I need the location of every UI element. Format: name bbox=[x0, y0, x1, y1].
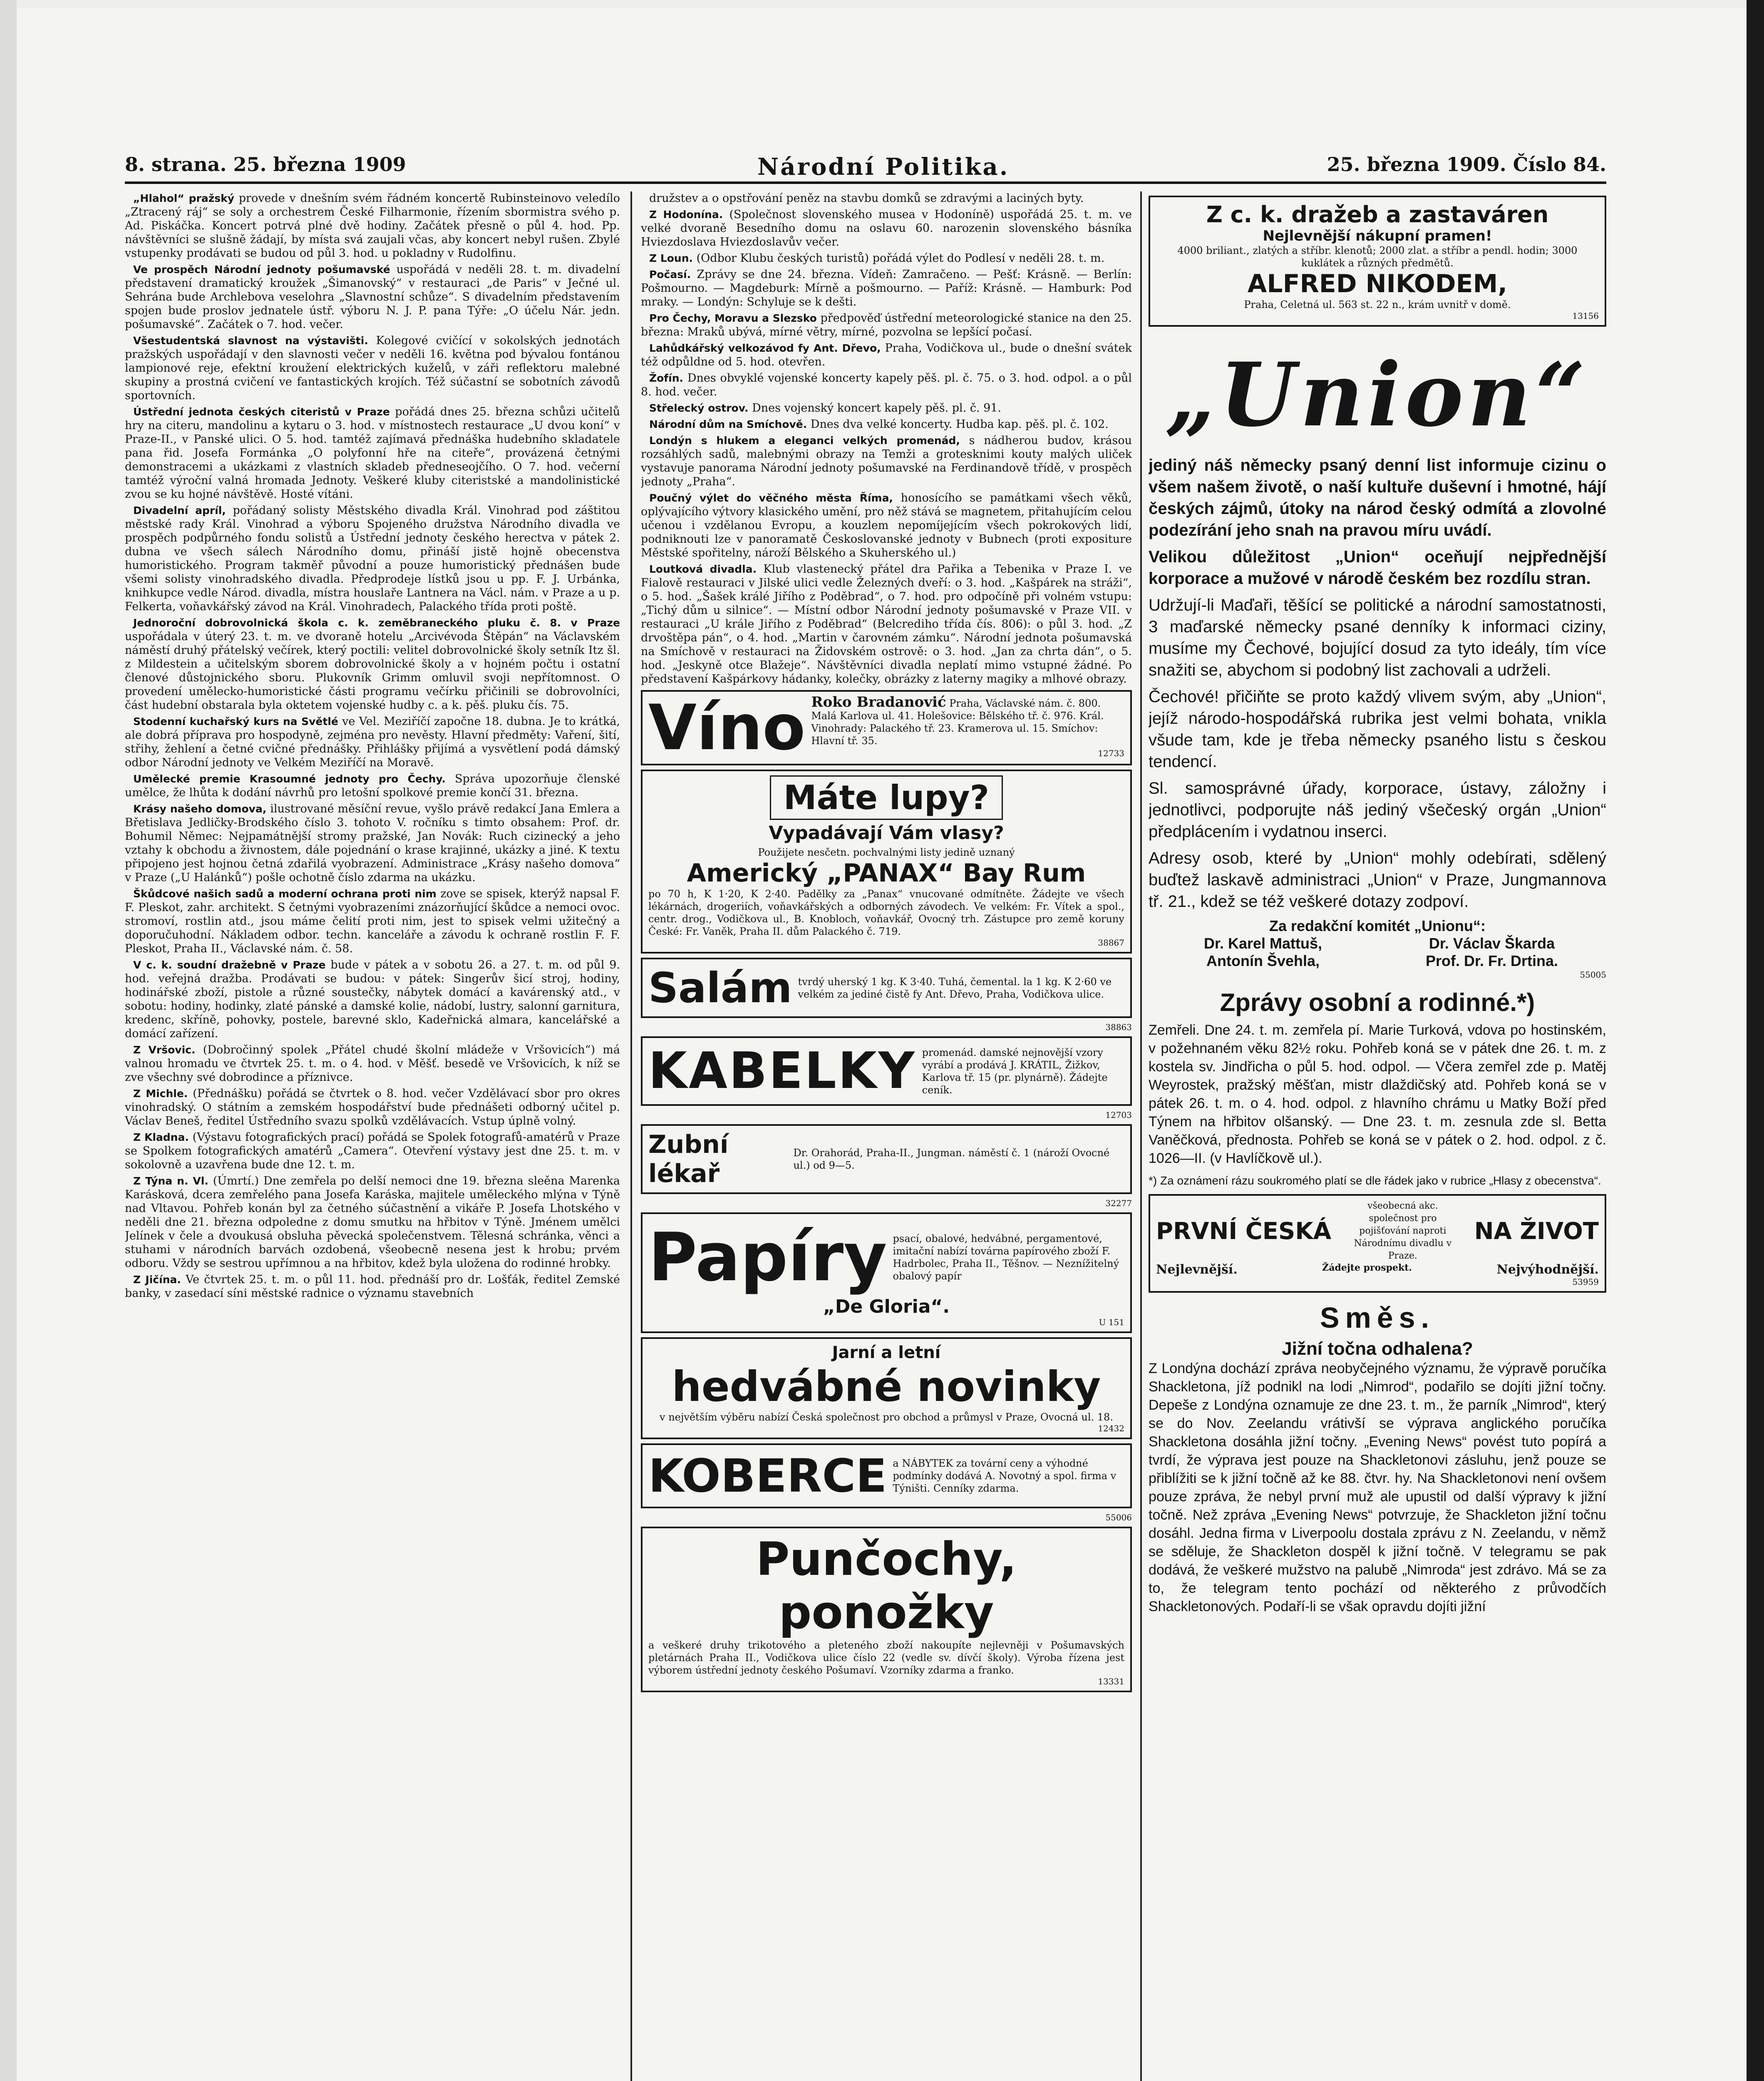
ad-panax-product: Americký „PANAX“ Bay Rum bbox=[687, 859, 1086, 888]
ad-zubni-lekar: Zubní lékař Dr. Orahorád, Praha-II., Jungman. náměstí č. 1 (nároží Ovocné ul.) od 9—5. bbox=[641, 1124, 1132, 1194]
article: Z Michle. (Přednášku) pořádá se čtvrtek o 8. hod. večer Vzdělávací sbor pro okres vinohradský. O státním a zemském hospodářství bude přednášeti odborný učitel p. Václav Beneš, ředitel Ústředního svazu spolků vzdělávacích. Vstup úplně volný. bbox=[125, 1087, 620, 1127]
union-title: „Union“ bbox=[1165, 343, 1590, 446]
ad-vino-name: Roko Bradanović bbox=[811, 694, 946, 710]
article: Z Týna n. Vl. (Úmrtí.) Dne zemřela po delší nemoci dne 19. března sleěna Marenka Karásková, dcera zemřelého pana Josefa Karáska, majitele uměleckého mlýna v Týně nad Vltavou. Pohřeb konán byl za četného súčastnění a vikáře P. Josefa Lhotského v neděli dne 21. března odpoledne z domu smutku na hřbitov v Týně. Jménem umělci Jelínek v čele a dvoukusá obsluha pěvecká společenstvem. Tělesná schránka, věnci a stuhami v národních barvách ozdobená, všeobecně nesena jest k hrobu; prvém odboru. Vždy se sestrou upřímnou a na hřbitov, kdež byla uložena do rodinné hrobky. bbox=[125, 1175, 620, 1270]
header-rule bbox=[125, 181, 1606, 184]
article: Z Vršovic. (Dobročinný spolek „Přátel chudé školní mládeže v Vršovicích“) má valnou hromadu ve čtvrtek 25. t. m. o 4. hod. v Měšť. besedě ve Vršovicích, k níž se zve všechny své dobrodince a příznivce. bbox=[125, 1043, 620, 1084]
ad-kabelky: KABELKY promenád. damské nejnovější vzory vyrábí a prodává J. KRÁTIL, Žižkov, Karlova tř. 15 (pr. plynárně). Žádejte ceník. bbox=[641, 1036, 1132, 1106]
article: Střelecký ostrov. Dnes vojenský koncert kapely pěš. pl. č. 91. bbox=[649, 402, 1002, 415]
column-1 bbox=[125, 191, 620, 2081]
union-paragraph: Sl. samosprávné úřady, korporace, ústavy, záložny i jednotlivci, podporujte náš jediný všečeský orgán „Union“ předplácením i vydatnou inserci. bbox=[1149, 779, 1606, 841]
smes-article: Z Londýna dochází zpráva neobyčejného významu, že výpravě poručíka Shackletona, jíž podnikl na lodi „Nimrod“, podařilo se dojíti jižní točny. Depeše z Londýna oznamuje ze dne 23. t. m., že parník „Nimrod“, který se do Nov. Zeelandu vrátivší se výprava anglického poručíka Shackletona dosáhla jižní točny. „Evening News“ povést tuto popírá a tvrdí, že výprava jest pouze na Shackletonovi zásluhu, jenž pouze se přiblížiti se k jižní točně až ke 88. čtvr. hy. Na Shackletonovi není ovšem pouze zpráva, že nebyl první muž ale upustil od další výpravy k jižní točně. Než zpráva „Evening News“ potvrzuje, že Shackleton jižní točnu dosáhl. Jedna firma v Liverpoolu dostala zprávu z N. Zeelandu, v němž se sděluje, že Shackleton dospěl k jižní točně. V telegramu se pak dodává, že veškeré mužstvo na palubě „Nimroda“ jest zdrávo. Má se za to, že telegram tento pochází od některého z průvodčích Shackletonových. Podaří-li se však opravdu dojíti jižní bbox=[1149, 1361, 1606, 1614]
article: V c. k. soudní dražebně v Praze bude v pátek a v sobotu 26. a 27. t. m. od půl 9. hod. veřejná dražba. Prodávati se budou: v pátek: Singerův šicí stroj, hodiny, hodinářské zboží, pistole a různé soustečky, nábytek domácí a kavárenský atd., v sobotu: hodiny, hodinky, zlaté pánské a damské kolie, nádobí, lustry, salonní garnitura, kredenc, skříně, pohovky, postele, barevné sklo, Kadeřnická almara, kancelářské a domácí zařízení. bbox=[125, 959, 620, 1040]
ad-panax-headline: Máte lupy? bbox=[770, 775, 1003, 820]
ad-puncochy: Punčochy, ponožky a veškeré druhy trikotového a pleteného zboží nakoupíte nejlevněji v Pošumavských pletárnách Praha II., Vodičkova ulice číslo 22 (vedle sv. dívčí školy). Výroba řízena jest výborem ústřední jednoty českého Pošumaví. Vzorníky zdarma a franko. 13331 bbox=[641, 1527, 1132, 1692]
article: Škůdcové našich sadů a moderní ochrana proti nim zove se spisek, kterýž napsal F. F. Pleskot, zahr. architekt. S četnými vyobrazeními znázorňující škůdce a nemoci ovoc. stromoví, rostlin atd., jsou máme čelití proti nim, jest to spisek velmi užitečný a doporučuhodní. Nákladem odbor. techn. kanceláře a závodu k ochraně rostlin F. F. Pleskot, Praha II., Václavské nám. č. 58. bbox=[125, 887, 620, 955]
ad-hedvabne-novinky: Jarní a letní hedvábné novinky v největším výběru nabízí Česká společnost pro obchod a průmysl v Praze, Ovocná ul. 18. 12432 bbox=[641, 1337, 1132, 1439]
ad-vino-title: Víno bbox=[648, 691, 806, 764]
column-2: družstev a o opstřování peněz na stavbu domků se zdravými a laciných byty. Z Hodonína. (Společnost slovenského musea v Hodoníně) uspořádá 25. t. m. ve velké dvoraně Besedního domu na oslavu 60. narozenin slovenského básníka Hviezdoslava Hviezdoslavův večer. Z Loun. (Odbor Klubu českých turistů) pořádá výlet do Podlesí v neděli 28. t. m. Počasí. Zprávy se dne 24. března. Vídeň: Zamračeno. — Pešť: Krásně. — Berlín: Pošmourno. — Magdeburk: Mírně a pošmourno. — Paříž: Krásně. — Hamburk: Pod mraky. — Londýn: Schyluje se k dešti. Pro Čechy, Moravu a Slezsko předpověď ústřední meteorologické stanice na den 25. března: Mraků ubývá, mírné větry, mírné, pozvolna se lepšící počasí. Lahůdkářský velkozávod fy Ant. Dřevo, Praha, Vodičkova ul., bude o dnešní svátek též odpůldne od 5. hod. otevřen. Žofín. Dnes obvyklé vojenské koncerty kapely pěš. pl. č. 75. o 3. hod. odpol. a o půl 8. hod. večer. Střelecký ostrov. Dnes vojenský koncert kapely pěš. pl. č. 91. Národní dům na Smíchově. Dnes dva velké koncerty. Hudba kap. pěš. pl. č. 102. Londýn s hlukem a eleganci velkých promenád, s nádherou budov, krásou rozsáhlých sadů, malebnými obrazy na Temži a grotesknimi kouty malých uliček vystavuje panorama Národní jednoty pošumavské na Ferdinandově třídě, v prospěch jednoty „Praha“. Poučný výlet do věčného města Říma, honosícího se památkami všech věků, oplývajícího výtvory klasického umění, pro něž stává se magnetem, přitahujícím celou učenou i vzdělanou Evropu, a kouzlem nepomíjejícím všech pokrokových lidí, podniknouti lze v panoramatě Českoslovanské jednoty v Bubnech (proti expositure Městské spořitelny, nároží Bělského a Skuherského ul.) Loutková divadla. Klub vlastenecký přátel dra Pařika a Tebenika v Praze I. ve Fialově restauraci v Jilské ulici vedle Železných dveří: o 3. hod. „Kašpárek na stráži“, o 5. hod. „Šašek králé Jiřího z Poděbrad“, o 7. hod. pro odpočíně při volném vstupu: „Tichý dům u silnice“. — Místní odbor Národní jednoty pošumavské v Praze VII. v restauraci „U krále Jiřího z Poděbrad“ (Belcrediho třída čís. 806): o půl 3. hod. „Z drvoštěpa pán“, o 4. hod. „Martin v čarovném zámku“. Národní jednota pošumavská na Smíchově v restauraci na Židovském ostrově: o 3. hod. „Jan za chrta dán“, o 5. hod. „Jeskyně otce Blažeje“. Návštěvníci divadla neplatí mimo vstupné žádné. Po představení Kašpárkovy hádanky, kolečky, obrázky z laterny magiky a mlhové obrazy. Víno Roko Bradanović Praha, Václavské nám. č. 800. Malá Karlova ul. 41. Holešovice: Bělského tř. č. 976. Král. Vinohrady: Palackého tř. 23. Kramerova ul. 15. Smíchov: Hlavní tř. 35. 12733 Máte lupy? Vypadávají Vám vlasy? Použijete nesčetn. pochvalnými listy jedině uznaný Americký „PANAX“ Bay Rum po 70 h, K 1·20, K 2·40. Padělky za „Panax“ vnucované odmítněte. Žádejte ve všech lékárnách, drogeriích, voňavkářských a odborných závodech. Ve velkém: Fr. Vítek a spol., centr. drog., Vodičkova ul., B. Knobloch, voňavkář, Ovocný trh. Zástupce pro země koruny České: Fr. Vaněk, Praha II. dům Palackého č. 719. 38867 Salám tvrdý uherský 1 kg. K 3·40. Tuhá, čemental. la 1 kg. K 2·60 ve velkém za jediné čistě fy Ant. Dřevo, Praha, Vodičkova ulice. 38863 KABELKY promenád. damské nejnovější vzory vyrábí a prodává J. KRÁTIL, Žižkov, Karlova tř. 15 (pr. plynárně). Žádejte ceník. 12703 Zubní lékař Dr. Orahorád, Praha-II., Jungman. náměstí č. 1 (nároží Ovocné ul.) od 9—5. 32277 Papíry psací, obalové, hedvábné, pergamentové, imitační nabízí továrna papírového zboží F. Hadrbolec, Praha II., Těšnov. — Neznížitelný obalový papír „De Gloria“. U 151 Jarní a letní hedvábné novinky v největším výběru nabízí Česká společnost pro obchod a průmysl v Praze, Ovocná ul. 18. 12432 KOBERCE a NÁBYTEK za tovární ceny a výhodné podmínky dodává A. Novotný a spol. firma v Týništi. Cenníky zdarma. 55006 Punčochy, ponožky a veškeré druhy trikotového a pleteného zboží nakoupíte nejlevněji v Pošumavských pletárnách Praha II., Vodičkova ulice číslo 22 (vedle sv. dívčí školy). Výroba řízena jest výborem ústřední jednoty českého Pošumaví. Vzorníky zdarma a franko. 13331 bbox=[641, 191, 1132, 2081]
article: Pro Čechy, Moravu a Slezsko předpověď ústřední meteorologické stanice na den 25. března: Mraků ubývá, mírné větry, mírné, pozvolna se lepšící počasí. bbox=[641, 312, 1132, 338]
scan-left-margin bbox=[0, 0, 17, 2081]
ad-panax: Máte lupy? Vypadávají Vám vlasy? Použijete nesčetn. pochvalnými listy jedině uznaný Americký „PANAX“ Bay Rum po 70 h, K 1·20, K 2·40. Padělky za „Panax“ vnucované odmítněte. Žádejte ve všech lékárnách, drogeriích, voňavkářských a odborných závodech. Ve velkém: Fr. Vítek a spol., centr. drog., Vodičkova ul., B. Knobloch, voňavkář, Ovocný trh. Zástupce pro země koruny České: Fr. Vaněk, Praha II. dům Palackého č. 719. 38867 bbox=[641, 770, 1132, 954]
ad-nikodem: Z c. k. dražeb a zastaváren Nejlevnější nákupní pramen! 4000 briliant., zlatých a stříbr. klenotů; 2000 zlat. a stříbr a pendl. hodin; 3000 kuklátek a různých předmětů. ALFRED NIKODEM, Praha, Celetná ul. 563 st. 22 n., krám uvnitř v domě. 13156 bbox=[1149, 196, 1606, 327]
article: Umělecké premie Krasoumné jednoty pro Čechy. Správa upozorňuje členské umělce, že lhůta k dodání návrhů pro letošní spolkové premie končí 31. března. bbox=[125, 772, 620, 799]
ad-vino: Víno Roko Bradanović Praha, Václavské nám. č. 800. Malá Karlova ul. 41. Holešovice: Bělského tř. č. 976. Král. Vinohrady: Palackého tř. 23. Kramerova ul. 15. Smíchov: Hlavní tř. 35. 12733 bbox=[641, 690, 1132, 765]
article: Londýn s hlukem a eleganci velkých promenád, s nádherou budov, krásou rozsáhlých sadů, malebnými obrazy na Temži a grotesknimi kouty malých uliček vystavuje panorama Národní jednoty pošumavské na Ferdinandově třídě, v prospěch jednoty „Praha“. bbox=[641, 434, 1132, 488]
article: Počasí. Zprávy se dne 24. března. Vídeň: Zamračeno. — Pešť: Krásně. — Berlín: Pošmourno. — Magdeburk: Mírně a pošmourno. — Paříž: Krásně. — Hamburk: Pod mraky. — Londýn: Schyluje se k dešti. bbox=[641, 268, 1132, 308]
article: Lahůdkářský velkozávod fy Ant. Dřevo, Praha, Vodičkova ul., bude o dnešní svátek též odpůldne od 5. hod. otevřen. bbox=[641, 342, 1132, 368]
article: Jednoroční dobrovolnická škola c. k. zeměbraneckého pluku č. 8. v Praze uspořádala v úterý 23. t. m. ve dvoraně hotelu „Arcivévoda Štěpán“ na Václavském náměstí druhý přátelský večírek, který poctili: velitel dobrovolnické školy setník Itz šl. z Mildestein a učitelským sborem dobrovolnické školy a v hojném počtu i ostatní členové důstojnického sboru. Plukovník Grimm omluvil svoji nepřítomnost. O provedení umělecko-humoristické části programu večírku přičinili se dobrovolníci, část hudební obstarala byla oktetem vojenské hudby c. a k. pěš. pluku čís. 75. bbox=[125, 617, 620, 712]
article: Národní dům na Smíchově. Dnes dva velké koncerty. Hudba kap. pěš. pl. č. 102. bbox=[649, 418, 1109, 431]
article: Ústřední jednota českých citeristů v Praze pořádá dnes 25. března schůzi učitelů hry na citeru, mandolinu a kytaru o 3. hod. v místnostech restaurace „U dvou koní“ v Praze-II., v Panské ulici. O 5. hod. tamtéž zajímavá přednáška hudebního skladatele pana řid. Josefa Formánka „O polyfonní hře na citeře“, provázená četnými demonstracemi a ukázkami z vlastních skladeb předneseojčího. O 7. hod. večerní tamtéž výroční valná hromada Jednoty. Veškeré kluby citeristské a mandolinistické zvou se ku hojné návštěvě. Hosté vítáni. bbox=[125, 405, 620, 501]
article: Krásy našeho domova, ilustrované měsíční revue, vyšlo právě redakcí Jana Emlera a Břetislava Jedličky-Brodského číslo 3. tohoto V. ročníku s timto obsahem: Prof. dr. Bohumil Němec: Nejpamátnější stromy pražské, Jan Novák: Ruch cizinecký a jeho vztahy k obchodu a živnostem, dále pojednání o krase krajinné, ukázky a jiné. K textu připojeno jest hojnou četná zdařilá vyobrazení. Administrace „Krásy našeho domova“ v Praze („U Halánků“) pošle ochotně číslo zdarma na ukázku. bbox=[125, 802, 620, 884]
article: Z Hodonína. (Společnost slovenského musea v Hodoníně) uspořádá 25. t. m. ve velké dvoraně Besedního domu na oslavu 60. narozenin slovenského básníka Hviezdoslava Hviezdoslavův večer. bbox=[641, 208, 1132, 248]
scan-right-edge bbox=[1747, 0, 1764, 2081]
personal-news: Zemřeli. Dne 24. t. m. zemřela pí. Marie Turková, vdova po hostinském, v požehnaném věku 82½ roku. Pohřeb koná se v pátek dne 26. t. m. z kostela sv. Jindřicha o půl 5. hod. odpol. — Včera zemřel zde p. Matěj Weyrostek, pražský měšťan, mistr dlaždičský atd. Pohřeb koná se v pátek 26. t. m. o 4. hod. odpol. z hlavního chrámu u Matky Boží před Týnem na hřbitov olšanský. — Dne 23. t. m. zesnula zde sl. Betta Vaněčková, přednosta. Pohřeb se koná se v pátek o 2. hod. odpol. z č. 1026—II. (v Havlíčkově ul.). bbox=[1149, 1022, 1606, 1166]
personal-news-note: *) Za oznámení rázu soukromého platí se dle řádek jako v rubrice „Hlasy z obecenstva“. bbox=[1149, 1174, 1601, 1187]
ad-insurance: PRVNÍ ČESKÁ všeobecná akc. společnost pro pojišťování naproti Národnímu divadlu v Praze. NA ŽIVOT Nejlevnější. Žádejte prospekt. Nejvýhodnější. 53959 bbox=[1149, 1194, 1606, 1293]
article: Z Kladna. (Výstavu fotografických prací) pořádá se Spolek fotografů-amatérů v Praze se Spolkem fotografických amatérů „Camera“. Otevření výstavy jest dne 25. t. m. v sokolovně a uzavřena bude dne 12. t. m. bbox=[125, 1131, 620, 1171]
smes-subheading: Jižní točna odhalena? bbox=[1282, 1338, 1473, 1359]
union-paragraph: Adresy osob, které by „Union“ mohly odebírati, sdělený buďtež laskavě administraci „Union“ v Praze, Jungmannova tř. 21., kdež se též veškeré dotazy zodpoví. bbox=[1149, 849, 1606, 911]
article: družstev a o opstřování peněz na stavbu domků se zdravými a laciných byty. bbox=[649, 192, 1084, 205]
column-3: Z c. k. dražeb a zastaváren Nejlevnější nákupní pramen! 4000 briliant., zlatých a stříbr. klenotů; 2000 zlat. a stříbr a pendl. hodin; 3000 kuklátek a různých předmětů. ALFRED NIKODEM, Praha, Celetná ul. 563 st. 22 n., krám uvnitř v domě. 13156 „Union“ jediný náš německy psaný denní list informuje cizinu o všem našem životě, o naší kultuře duševní i hmotné, hájí českých zájmů, útoky na národ český odmítá a zlovolné podezírání jeho snah na pravou míru uvádí. Velikou důležitost „Union“ oceňují nejpřednější korporace a mužové v národě českém bez rozdílu stran. Udržují-li Maďaři, těšící se politické a národní samostatnosti, 3 maďarské německy psané denníky k informaci ciziny, musíme my Čechové, bojující dosud za tyto ideály, tím více snažiti se, abychom si podobný list zachovali a udrželi. Čechové! přičiňte se proto každý vlivem svým, aby „Union“, jejíž národo-hospodářská rubrika jest velmi bohata, vnikla všude tam, kde je třeba německy psaného listu s českou tendencí. Sl. samosprávné úřady, korporace, ústavy, záložny i jednotlivci, podporujte náš jediný všečeský orgán „Union“ předplácením i vydatnou inserci. Adresy osob, které by „Union“ mohly odebírati, sdělený buďtež laskavě administraci „Union“ v Praze, Jungmannova tř. 21., kdež se též veškeré dotazy zodpoví. Za redakční komitét „Unionu“: Dr. Karel Mattuš, Dr. Václav Škarda Antonín Švehla, Prof. Dr. Fr. Drtina. 55005 Zprávy osobní a rodinné.*) Zemřeli. Dne 24. t. m. zemřela pí. Marie Turková, vdova po hostinském, v požehnaném věku 82½ roku. Pohřeb koná se v pátek dne 26. t. m. z kostela sv. Jindřicha o půl 5. hod. odpol. — Včera zemřel zde p. Matěj Weyrostek, pražský měšťan, mistr dlaždičský atd. Pohřeb koná se v pátek 26. t. m. o 4. hod. odpol. z hlavního chrámu u Matky Boží před Týnem na hřbitov olšanský. — Dne 23. t. m. zesnula zde sl. Betta Vaněčková, přednosta. Pohřeb se koná se v pátek o 2. hod. odpol. z č. 1026—II. (v Havlíčkově ul.). *) Za oznámení rázu soukromého platí se dle řádek jako v rubrice „Hlasy z obecenstva“. PRVNÍ ČESKÁ všeobecná akc. společnost pro pojišťování naproti Národnímu divadlu v Praze. NA ŽIVOT Nejlevnější. Žádejte prospekt. Nejvýhodnější. 53959 Směs. Jižní točna odhalena? Z Londýna dochází zpráva neobyčejného významu, že výpravě poručíka Shackletona, jíž podnikl na lodi „Nimrod“, podařilo se dojíti jižní točny. Depeše z Londýna oznamuje ze dne 23. t. m., že parník „Nimrod“, který se do Nov. Zeelandu vrátivší se výprava anglického poručíka Shackletona dosáhla jižní točny. „Evening News“ povést tuto popírá a tvrdí, že výprava jest pouze na Shackletonovi zásluhu, jenž pouze se přiblížiti se k jižní točně až ke 88. čtvr. hy. Na Shackletonovi není ovšem pouze zpráva, že nebyl první muž ale upustil od další výpravy k jižní točně. Než zpráva „Evening News“ potvrzuje, že Shackleton jižní točnu dosáhl. Jedna firma v Liverpoolu dostala zprávu z N. Zeelandu, v němž se sděluje, že Shackleton dospěl k jižní točně. V telegramu se pak dodává, že veškeré mužstvo na palubě „Nimroda“ jest zdrávo. Má se za to, že telegram tento pochází od některého z průvodčích Shackletonových. Podaří-li se však opravdu dojíti jižní bbox=[1149, 191, 1606, 2081]
article: Žofín. Dnes obvyklé vojenské koncerty kapely pěš. pl. č. 75. o 3. hod. odpol. a o půl 8. hod. večer. bbox=[641, 372, 1132, 398]
union-paragraph: Velikou důležitost „Union“ oceňují nejpřednější korporace a mužové v národě českém bez rozdílu stran. bbox=[1149, 548, 1606, 588]
union-advertisement bbox=[1149, 343, 1606, 446]
committee-heading: Za redakční komitét „Unionu“: bbox=[1269, 917, 1486, 934]
section-heading-zpravy: Zprávy osobní a rodinné.*) bbox=[1220, 988, 1535, 1016]
masthead-title: Národní Politika. bbox=[757, 153, 1010, 181]
union-paragraph: Udržují-li Maďaři, těšící se politické a národní samostatnosti, 3 maďarské německy psané denníky k informaci ciziny, musíme my Čechové, bojující dosud za tyto ideály, tím více snažiti se, abychom si podobný list zachovali a udrželi. bbox=[1149, 596, 1606, 679]
header-issue-info: 25. března 1909. Číslo 84. bbox=[1327, 153, 1606, 176]
article: Stodenní kuchařský kurs na Světlé ve Vel. Meziříčí započne 18. dubna. Je to krátká, ale dobrá příprava pro hospodyně, zejména pro nevěsty. Hlavní předměty: Vaření, šití, střihy, žehlení a četné cvičné přednášky. Přihlášky přijímá a vysvětlení podá dámský odbor Národní jednoty ve Velkém Meziříčí na Moravě. bbox=[125, 715, 620, 769]
section-heading-smes: Směs. bbox=[1320, 1301, 1435, 1334]
union-paragraph: jediný náš německy psaný denní list informuje cizinu o všem našem životě, o naší kultuře duševní i hmotné, hájí českých zájmů, útoky na národ český odmítá a zlovolné podezírání jeho snah na pravou míru uvádí. bbox=[1149, 456, 1606, 539]
ad-koberce: KOBERCE a NÁBYTEK za tovární ceny a výhodné podmínky dodává A. Novotný a spol. firma v Týništi. Cenníky zdarma. bbox=[641, 1443, 1132, 1508]
ad-papiry: Papíry psací, obalové, hedvábné, pergamentové, imitační nabízí továrna papírového zboží F. Hadrbolec, Praha II., Těšnov. — Neznížitelný obalový papír „De Gloria“. U 151 bbox=[641, 1212, 1132, 1333]
article: Divadelní apríl, pořádaný solisty Městského divadla Král. Vinohrad pod záštitou městské rady Král. Vinohrad a výboru Spojeného družstva Národního divadla ve prospěch podpůrného fondu solistů a Ústřední jednoty českého herectva v pátek 2. dubna ve všech sálech Národního domu, přináší jistě hojně obecenstva humoristického. Program takměř původní a pouze humoristický přednášen bude všemi solisty vinohradského divadla. Předprodeje lístků jsou u pp. F. J. Urbánka, knihkupce vedle Národ. divadla, místra houslaře Lantnera na Václ. nám. v Praze a u p. Felkerta, voňavkářský závod na Král. Vinohradech, Palackého třída proti poště. bbox=[125, 504, 620, 613]
article: „Hlahol“ pražský provede v dnešním svém řádném koncertě Rubinsteinovo veledílo „Ztracený ráj“ se soly a orchestrem České Filharmonie, řízením sbormistra svého p. Ad. Piskáčka. Koncert potrvá plné dvě hodiny. Začátek přesně o půl 4. hod. Pp. návštěvníci se slušně žádají, by místa svá zaujali včas, aby koncert nebyl rušen. Zbylé vstupenky prodávati se budou od půl 3. hod. u pokladny v Rudolfinu. bbox=[125, 192, 620, 260]
page-header bbox=[125, 153, 1606, 181]
article: Ve prospěch Národní jednoty pošumavské uspořádá v neděli 28. t. m. divadelní představení dramatický kroužek „Šimanovský“ v restauraci „de Paris“ v Ječné ul. Sehrána bude Archlebova veselohra „Slavnostní schůze“. S divadelním představením spojen bude proslov jednatele ústř. výboru N. J. P. pana Týře: „O účelu Nár. jedn. pošumavské“. Začátek o 7. hod. večer. bbox=[125, 263, 620, 331]
union-paragraph: Čechové! přičiňte se proto každý vlivem svým, aby „Union“, jejíž národo-hospodářská rubrika jest velmi bohata, vnikla všude tam, kde je třeba německy psaného listu s českou tendencí. bbox=[1149, 688, 1606, 771]
column-divider-2 bbox=[1140, 191, 1142, 2081]
header-page-info: 8. strana. 25. března 1909 bbox=[125, 153, 406, 176]
column-divider-1 bbox=[630, 191, 632, 2081]
article: Z Loun. (Odbor Klubu českých turistů) pořádá výlet do Podlesí v neděli 28. t. m. bbox=[649, 252, 1105, 265]
article: Poučný výlet do věčného města Říma, honosícího se památkami všech věků, oplývajícího výtvory klasického umění, pro něž stává se magnetem, přitahujícím celou učenou i vzdělanou Evropu, a kouzlem nepomíjejícím všech pokrokových lidí, podniknouti lze v panoramatě Českoslovanské jednoty v Bubnech (proti expositure Městské spořitelny, nároží Bělského a Skuherského ul.) bbox=[641, 492, 1132, 559]
committee-signatures: Dr. Karel Mattuš, Dr. Václav Škarda Antonín Švehla, Prof. Dr. Fr. Drtina. bbox=[1203, 935, 1558, 969]
article: Všestudentská slavnost na výstavišti. Kolegové cvičící v sokolských jednotách pražských uspořádají v den slavnosti večer v neděli 16. května pod bývalou fontánou lampionové reje, efektní kroužení elektrických kuželů, v záři reflektoru malebné skupiny a prostná cvičení ve fantastických krojích. Též súčastní se sobotních závodů sportovních. bbox=[125, 334, 620, 402]
article: Z Jičína. Ve čtvrtek 25. t. m. o půl 11. hod. přednáší pro dr. Lošťák, ředitel Zemské banky, v zasedací síni městské radnice o významu stavebních bbox=[125, 1273, 620, 1300]
article: Loutková divadla. Klub vlastenecký přátel dra Pařika a Tebenika v Praze I. ve Fialově restauraci v Jilské ulici vedle Železných dveří: o 3. hod. „Kašpárek na stráži“, o 5. hod. „Šašek králé Jiřího z Poděbrad“, o 7. hod. pro odpočíně při volném vstupu: „Tichý dům u silnice“. — Místní odbor Národní jednoty pošumavské v Praze VII. v restauraci „U krále Jiřího z Poděbrad“ (Belcrediho třída čís. 806): o půl 3. hod. „Z drvoštěpa pán“, o 4. hod. „Martin v čarovném zámku“. Národní jednota pošumavská na Smíchově v restauraci na Židovském ostrově: o 3. hod. „Jan za chrta dán“, o 5. hod. „Jeskyně otce Blažeje“. Návštěvníci divadla neplatí mimo vstupné žádné. Po představení Kašpárkovy hádanky, kolečky, obrázky z laterny magiky a mlhové obrazy. bbox=[641, 563, 1132, 685]
ad-salam: Salám tvrdý uherský 1 kg. K 3·40. Tuhá, čemental. la 1 kg. K 2·60 ve velkém za jediné čistě fy Ant. Dřevo, Praha, Vodičkova ulice. bbox=[641, 958, 1132, 1018]
